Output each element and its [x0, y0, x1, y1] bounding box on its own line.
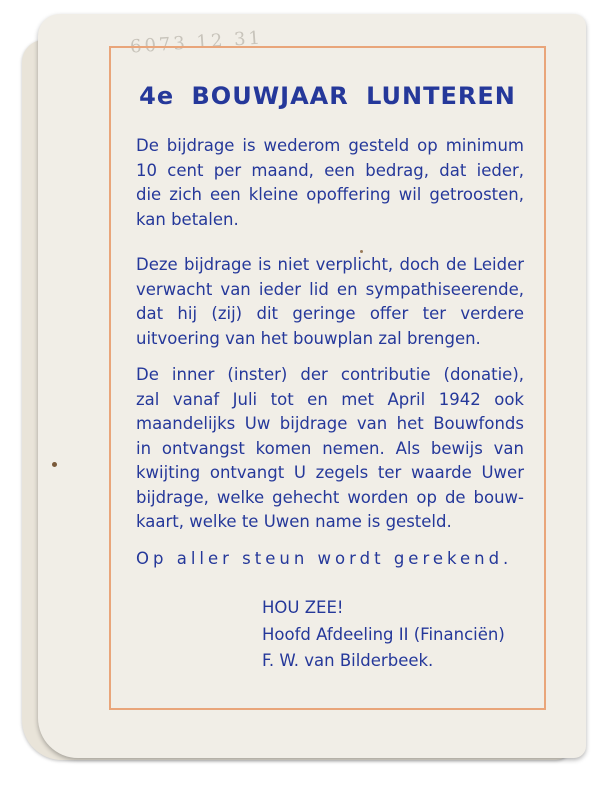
paragraph-line: maandelijks Uw bijdrage van het Bouwfonds [136, 414, 524, 433]
paragraph-line: uitvoering van het bouwplan zal brengen. [136, 328, 481, 348]
paragraph-line: bijdrage, welke gehecht worden op de bouw- [136, 487, 524, 507]
paragraph-not-mandatory [136, 253, 524, 351]
paragraph-line: 10 cent per maand, een bedrag, dat ieder, [136, 160, 524, 180]
card-title: 4e BOUWJAAR LUNTEREN [139, 82, 516, 110]
signatory-name: F. W. van Bilderbeek. [262, 651, 434, 670]
paragraph-line: die zich een kleine opoffering wil getroosten, [136, 185, 524, 204]
paragraph-line: dat hij (zij) dit geringe offer ter verdere [136, 304, 524, 323]
paragraph-line: in ontvangst komen nemen. Als bewijs van [136, 438, 524, 458]
signature-block [262, 595, 505, 675]
paragraph-line: De inner (inster) der contributie (donatie), [136, 365, 524, 384]
paragraph-line: kaart, welke te Uwen name is gesteld. [136, 512, 452, 531]
paragraph-line: zal vanaf Juli tot en met April 1942 ook [136, 389, 524, 409]
paragraph-line: Deze bijdrage is niet verplicht, doch de Leider [136, 255, 524, 274]
paragraph-line: kan betalen. [136, 209, 239, 229]
paragraph-line: kwijting ontvangt U zegels ter waarde Uwer [136, 463, 524, 482]
paragraph-line: verwacht van ieder lid en sympathiseerende, [136, 279, 524, 299]
paper-stain [52, 462, 57, 467]
paragraph-collection [136, 363, 524, 535]
paragraph-contribution [136, 134, 524, 232]
paragraph-line: De bijdrage is wederom gesteld op minimum [136, 136, 524, 155]
pencil-note: 6073 12 31 [129, 27, 264, 58]
closing-line: Op aller steun wordt gerekend. [136, 549, 513, 568]
department: Hoofd Afdeeling II (Financiën) [262, 624, 505, 644]
salute: HOU ZEE! [262, 598, 344, 617]
